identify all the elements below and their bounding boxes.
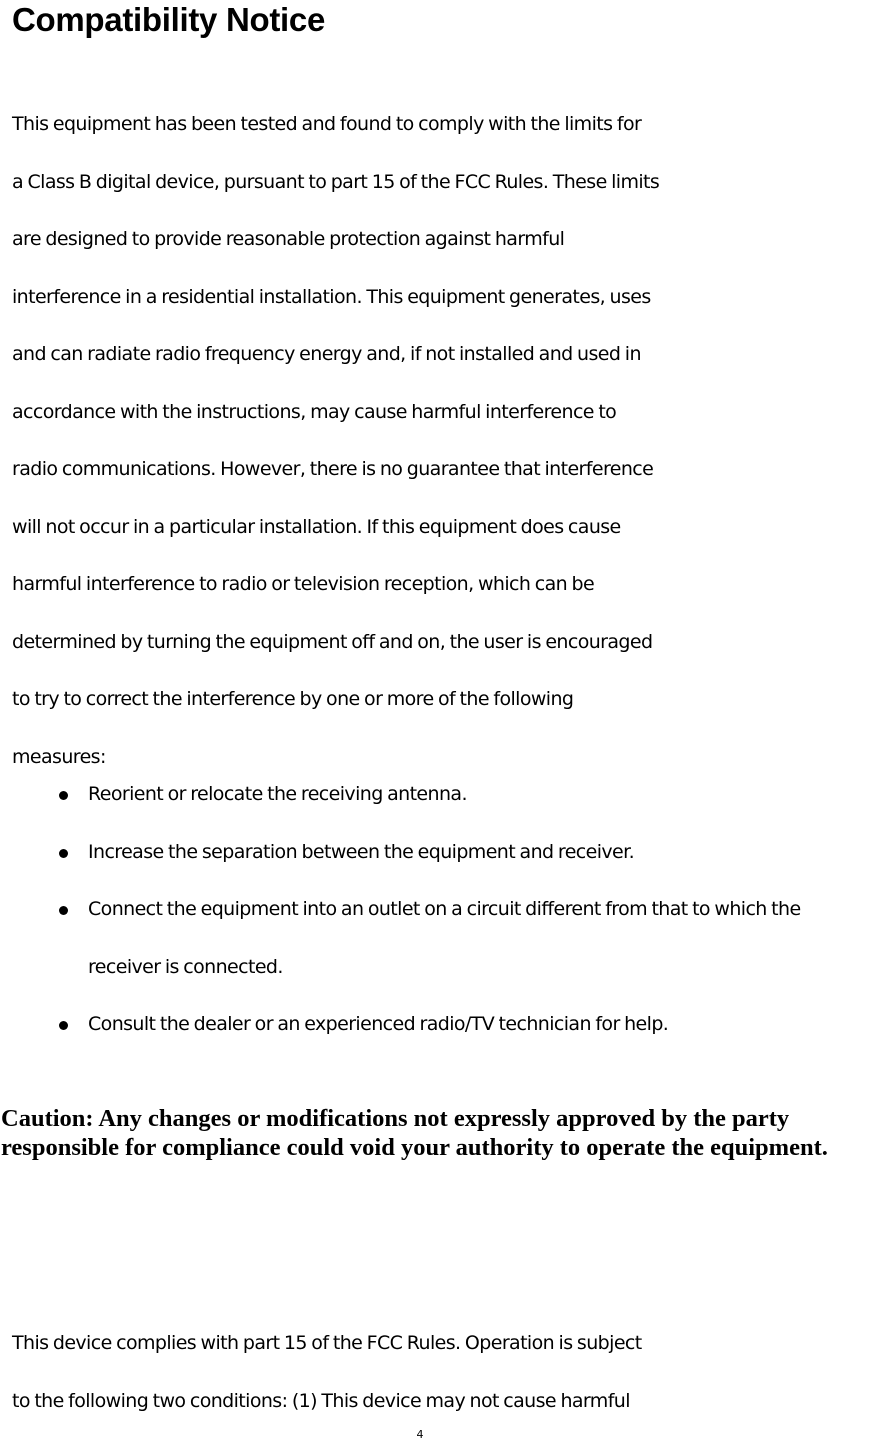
measure-item <box>0 824 873 882</box>
compliance-line: to the following two conditions: (1) This device may not cause harmful <box>12 1389 630 1412</box>
bullet-icon <box>59 849 68 858</box>
intro-line: a Class B digital device, pursuant to part 15 of the FCC Rules. These limits <box>12 170 660 193</box>
intro-line: This equipment has been tested and found to comply with the limits for <box>12 113 642 135</box>
measure-text: Increase the separation between the equipment and receiver. <box>88 840 635 863</box>
intro-line: and can radiate radio frequency energy and, if not installed and used in <box>12 343 641 365</box>
measure-text: Reorient or relocate the receiving antenna. <box>88 783 467 805</box>
measure-item <box>0 881 873 996</box>
measure-text: Connect the equipment into an outlet on a circuit different from that to which the receiver is connected. <box>88 898 801 978</box>
measure-text: Consult the dealer or an experienced radio/TV technician for help. <box>88 1013 669 1035</box>
intro-line: accordance with the instructions, may cause harmful interference to <box>12 400 617 423</box>
bullet-icon <box>59 791 68 800</box>
compliance-line: This device complies with part 15 of the FCC Rules. Operation is subject <box>12 1332 642 1354</box>
measure-item <box>0 996 873 1054</box>
intro-paragraph <box>12 96 872 786</box>
intro-line: will not occur in a particular installation. If this equipment does cause <box>12 515 621 538</box>
intro-line: are designed to provide reasonable protection against harmful <box>12 228 565 250</box>
page-number: 4 <box>416 1428 424 1441</box>
compliance-paragraph <box>12 1315 872 1430</box>
intro-line: measures: <box>12 745 106 768</box>
intro-line: interference in a residential installation. This equipment generates, uses <box>12 285 651 308</box>
bullet-icon <box>59 1021 68 1030</box>
intro-line: determined by turning the equipment off and on, the user is encouraged <box>12 630 653 653</box>
bullet-icon <box>59 906 68 915</box>
measure-item <box>0 766 873 824</box>
page-title: Compatibility Notice <box>12 1 326 38</box>
caution-notice: Caution: Any changes or modifications not expressly approved by the party responsible for compliance could void your authority to operate the equipment. <box>1 1105 828 1161</box>
intro-line: harmful interference to radio or television reception, which can be <box>12 573 595 595</box>
intro-line: radio communications. However, there is no guarantee that interference <box>12 458 654 480</box>
intro-line: to try to correct the interference by one or more of the following <box>12 688 574 710</box>
measures-list <box>0 766 873 1054</box>
